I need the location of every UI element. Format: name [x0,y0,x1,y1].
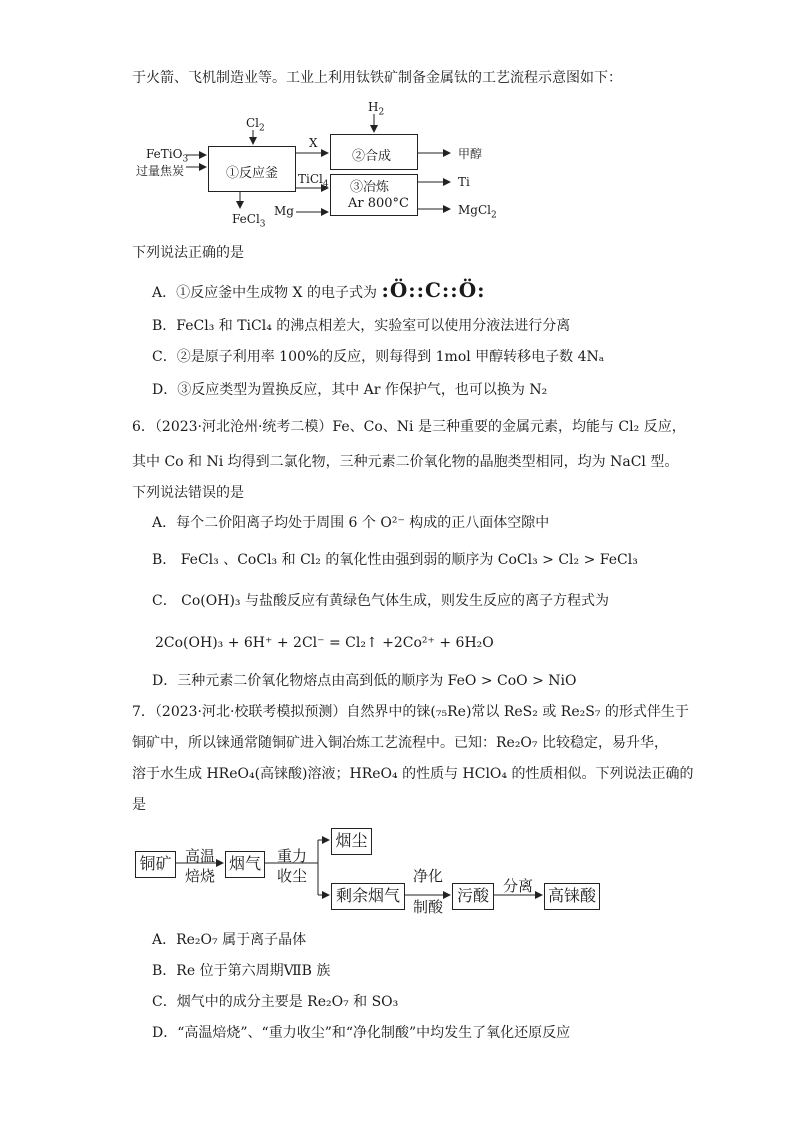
q7-line4: 是 [132,797,146,813]
input-mg: Mg [274,204,294,218]
label-separate: 分离 [502,877,533,895]
box-dust: 烟尘 [331,828,372,855]
intro-text: 于火箭、飞机制造业等。工业上利用钛铁矿制备金属钛的工艺流程示意图如下： [132,70,622,86]
box-copper-ore: 铜矿 [135,851,176,878]
q7-line2: 铜矿中，所以铼通常随铜矿进入铜冶炼工艺流程中。已知：Re₂O₇ 比较稳定，易升华， [132,735,668,751]
box-remaining-gas: 剩余烟气 [331,883,405,910]
smelting-condition: Ar 800°C [348,196,409,211]
label-roast-1: 高温 [184,847,215,865]
intermediate-ticl4: TiCl$_4$ [298,172,329,190]
box-perrhenic-acid: 高铼酸 [544,883,600,910]
q7-line3: 溶于水生成 HReO₄(高铼酸)溶液；HReO₄ 的性质与 HClO₄ 的性质相似。下列说法正确的 [132,766,694,782]
q6-line3: 下列说法错误的是 [132,485,244,501]
input-fetio3: FeTiO$_3$ [146,147,189,165]
q6-option-a: A．每个二价阳离子均处于周围 6 个 O²⁻ 构成的正八面体空隙中 [152,515,550,531]
box-flue-gas: 烟气 [225,851,265,878]
q5-option-a: A．①反应釜中生成物 X 的电子式为 :Ö::C::Ö: [152,278,486,302]
label-purify-1: 净化 [412,867,443,885]
q7-option-c: C．烟气中的成分主要是 Re₂O₇ 和 SO₃ [152,994,399,1010]
q6-option-b: B． FeCl₃ 、CoCl₃ 和 Cl₂ 的氧化性由强到弱的顺序为 CoCl₃ > Cl₂ > FeCl₃ [152,552,638,568]
label-gravity-1: 重力 [276,847,307,865]
output-ti: Ti [458,175,470,189]
q5-option-c: C．②是原子利用率 100%的反应，则每得到 1mol 甲醇转移电子数 4Nₐ [152,349,605,365]
output-mgcl2: MgCl$_2$ [458,203,497,221]
label-roast-2: 焙烧 [184,867,215,885]
input-coke: 过量焦炭 [136,164,185,178]
q6-option-c: C． Co(OH)₃ 与盐酸反应有黄绿色气体生成，则发生反应的离子方程式为 [152,593,609,609]
electron-formula-co2: :Ö::C::Ö: [381,278,486,302]
q7-line1: 7．（2023·河北·校联考模拟预测）自然界中的铼(₇₅Re)常以 ReS₂ 或 Re₂S₇ 的形式伴生于 [132,704,689,720]
q7-option-d: D．“高温焙烧”、“重力收尘”和“净化制酸”中均发生了氧化还原反应 [152,1025,571,1041]
q6-line1: 6．（2023·河北沧州·统考二模）Fe、Co、Ni 是三种重要的金属元素，均能与 Cl₂ 反应， [132,419,686,435]
output-methanol: 甲醇 [458,147,483,161]
input-cl2: $Cl_2$ [246,116,265,134]
reactor-label: ①反应釜 [226,166,279,181]
q5-option-d: D．③反应类型为置换反应，其中 Ar 作保护气，也可以换为 N₂ [152,382,548,398]
input-h2: $H_2$ [368,100,385,118]
q6-option-d: D．三种元素二价氧化物熔点由高到低的顺序为 FeO > CoO > NiO [152,673,577,689]
box-dirty-acid: 污酸 [452,883,494,910]
output-fecl3: FeCl$_3$ [232,212,266,230]
label-gravity-2: 收尘 [276,867,307,885]
q5-option-b: B．FeCl₃ 和 TiCl₄ 的沸点相差大，实验室可以使用分液法进行分离 [152,318,571,334]
label-purify-2: 制酸 [412,898,443,916]
q6-line2: 其中 Co 和 Ni 均得到二氯化物，三种元素二价氧化物的晶胞类型相同，均为 NaCl 型。 [132,454,679,470]
intermediate-x: X [309,136,318,150]
q7-option-a: A．Re₂O₇ 属于离子晶体 [152,932,307,948]
q7-option-b: B．Re 位于第六周期ⅦB 族 [152,963,331,979]
smelting-label: ③冶炼 [350,180,390,195]
q6-option-c-equation: 2Co(OH)₃ + 6H⁺ + 2Cl⁻ = Cl₂↑ +2Co²⁺ + 6H₂O [155,635,494,651]
synthesis-label: ②合成 [352,149,392,164]
q5-stem: 下列说法正确的是 [132,245,244,261]
